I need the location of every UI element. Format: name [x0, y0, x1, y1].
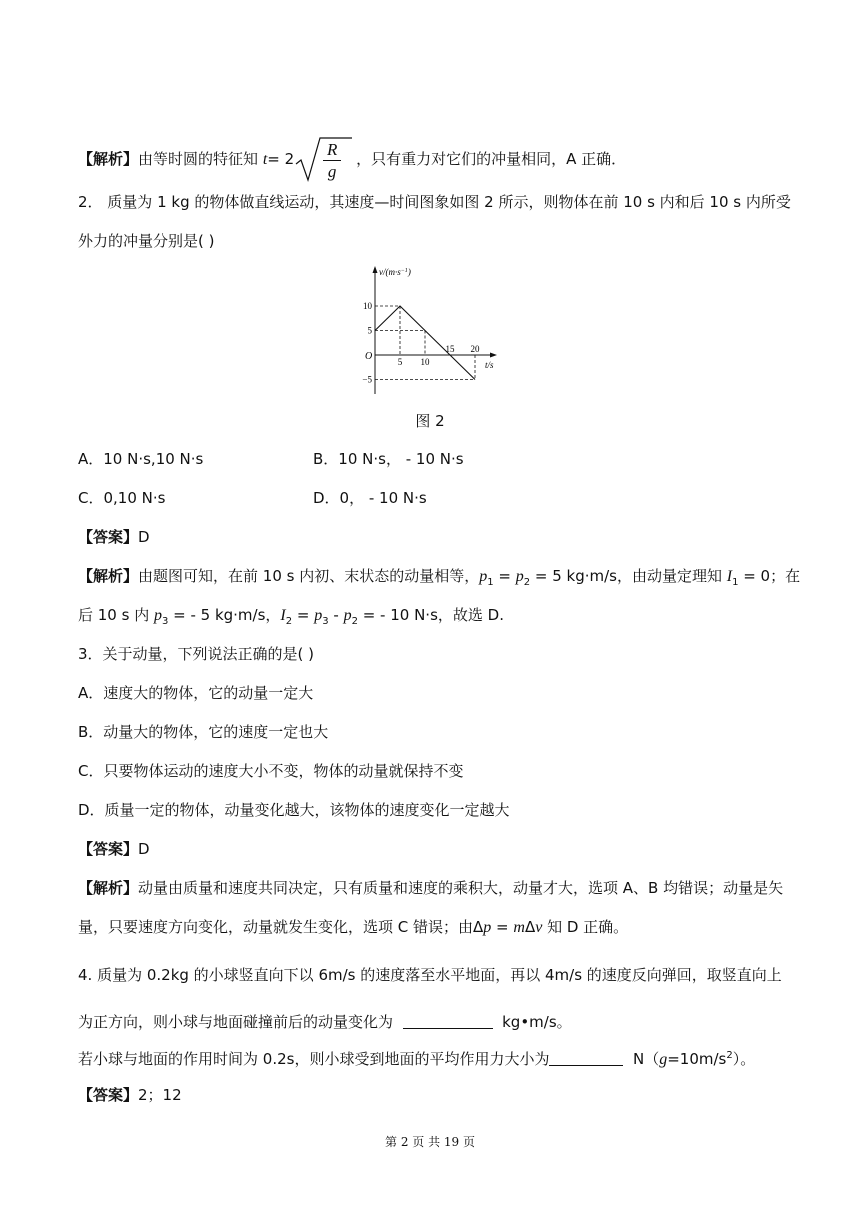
option-c: C．0,10 N·s	[78, 489, 166, 507]
question-2-line-1: 2． 质量为 1 kg 的物体做直线运动，其速度—时间图象如图 2 所示，则物体在前 10 s 内和后 10 s 内所受	[78, 193, 791, 211]
option-b: B．10 N·s， - 10 N·s	[313, 450, 464, 468]
question-4-line-1: 4. 质量为 0.2kg 的小球竖直向下以 6m/s 的速度落至水平地面，再以 4m/s 的速度反向弹回，取竖直向上	[78, 966, 782, 984]
answer-blank-2[interactable]	[549, 1049, 623, 1066]
y-tick-label: 5	[367, 325, 372, 336]
velocity-time-graph	[355, 262, 515, 402]
x-tick-label: 20	[470, 344, 480, 354]
x-axis-arrow	[490, 353, 497, 358]
figure-caption: 图 2	[415, 412, 445, 430]
analysis-2-line-1: 【解析】由题图可知，在前 10 s 内初、末状态的动量相等，$p_1 = p_2 = 5$ kg·m/s，由动量定理知 $I_1 = 0$；在	[78, 567, 801, 588]
answer-blank-1[interactable]	[403, 1012, 493, 1029]
question-4-line-2: 为正方向，则小球与地面碰撞前后的动量变化为 kg•m/s。	[78, 1013, 572, 1031]
origin-label: O	[365, 351, 373, 362]
analysis-text: 由等时圆的特征知	[138, 150, 259, 168]
x-tick-label: 10	[420, 357, 430, 367]
question-3-option-b: B．动量大的物体，它的速度一定也大	[78, 723, 329, 741]
answer-2: 【答案】D	[78, 528, 150, 546]
x-axis-label: t/s	[485, 360, 494, 370]
question-3-option-d: D．质量一定的物体，动量变化越大，该物体的速度变化一定越大	[78, 801, 510, 819]
option-d: D．0， - 10 N·s	[313, 489, 427, 507]
question-3-option-a: A．速度大的物体，它的动量一定大	[78, 684, 314, 702]
question-4-line-3: 若小球与地面的作用时间为 0.2s，则小球受到地面的平均作用力大小为 $N(g=10m/s^2)$。	[78, 1050, 756, 1068]
question-2-line-2: 外力的冲量分别是( )	[78, 232, 215, 250]
y-tick-label: 10	[363, 301, 372, 311]
y-axis-label: $v/(m\cdot s^{-1})$	[379, 267, 411, 277]
page-footer: 第 2 页 共 19 页	[385, 1135, 475, 1149]
analysis-2-line-2: 后 10 s 内 $p_3$ = - 5 kg·m/s，$I_2 = p_3 - p_2$ = - 10 N·s，故选 D.	[78, 606, 504, 627]
answer-3: 【答案】D	[78, 840, 150, 858]
y-axis-arrow	[373, 266, 378, 273]
option-a: A．10 N·s,10 N·s	[78, 450, 204, 468]
y-tick-label: −5	[362, 374, 372, 385]
analysis-3-line-1: 【解析】动量由质量和速度共同决定，只有质量和速度的乘积大，动量才大，选项 A、B 均错误；动量是矢	[78, 879, 784, 897]
sqrt-formula: R g	[294, 138, 356, 182]
x-tick-label: 5	[397, 357, 403, 367]
analysis-3-line-2: 量，只要速度方向变化，动量就发生变化，选项 C 错误；由Δp = mΔv 知 D 正确。	[78, 918, 629, 936]
x-tick-label: 15	[445, 344, 455, 354]
analysis-1: 【解析】由等时圆的特征知 t= 2 R g ，只有重力对它们的冲量相同，A 正确．	[78, 138, 790, 182]
answer-4: 【答案】2；12	[78, 1086, 182, 1104]
question-3-stem: 3．关于动量，下列说法正确的是( )	[78, 645, 315, 663]
question-3-option-c: C．只要物体运动的速度大小不变，物体的动量就保持不变	[78, 762, 464, 780]
analysis-tag: 【解析】	[78, 150, 139, 168]
